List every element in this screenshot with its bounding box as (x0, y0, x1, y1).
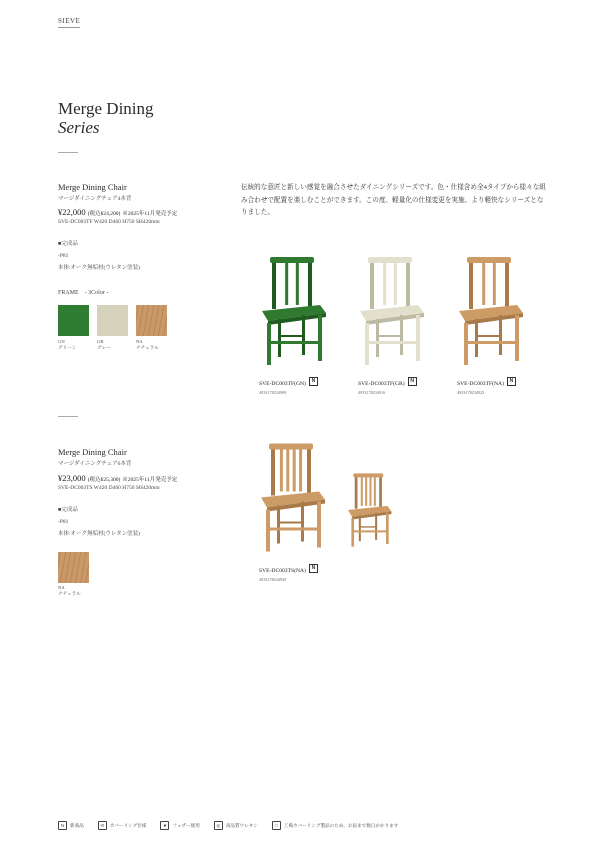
legend-new (58, 821, 84, 830)
new-icon: N (58, 821, 67, 830)
swatch-gray-label (97, 339, 111, 351)
legend-label: フェザー使用 (172, 822, 200, 828)
legend-covering (98, 821, 147, 830)
item-code: SVE-DC003TF(GN) (259, 381, 306, 387)
product2-spec: SVE-DC003TS W420 D460 H750 SH420mm (58, 485, 160, 491)
legend-label: 新商品 (70, 822, 84, 828)
swatch-code: GN (58, 339, 65, 344)
item-code: SVE-DC003TS(NA) (259, 568, 306, 574)
series-title (58, 99, 154, 137)
product2-status: ■完成品 (58, 507, 78, 513)
legend-factory (272, 821, 399, 830)
product2-page-ref: -P81 (58, 519, 69, 525)
feather-icon: ❦ (160, 821, 169, 830)
product1-status: ■完成品 (58, 241, 78, 247)
swatch-natural-6-label (58, 585, 81, 597)
item-jan: 4933178234930 (259, 577, 287, 582)
product1-price-line (58, 207, 177, 217)
frame-label: FRAME - 3Color - (58, 290, 109, 296)
legend-label: 高品質ウレタン (225, 822, 258, 828)
product1-price-tax: (税込¥24,200) (87, 211, 121, 217)
swatch-gray (97, 305, 128, 336)
swatch-jp: ナチュラル (58, 591, 81, 596)
product2-subtitle: マージダイニングチェア6本背 (58, 461, 132, 467)
swatch-jp: ナチュラル (136, 345, 159, 350)
product2-price-tax: (税込¥25,300) (87, 477, 121, 483)
brand-logo: SIEVE (58, 17, 81, 25)
new-product-icon: N (507, 377, 516, 386)
product1-price: ¥22,000 (58, 207, 86, 217)
swatch-natural-label (136, 339, 159, 351)
product1-page-ref: -P81 (58, 253, 69, 259)
covering-icon: ⟲ (98, 821, 107, 830)
item-jan: 4933178234923 (457, 390, 485, 395)
new-product-icon: N (309, 564, 318, 573)
swatch-natural-6 (58, 552, 89, 583)
legend-urethane (214, 821, 258, 830)
product2-release: ※2025年11月発売予定 (122, 477, 178, 483)
new-product-icon: N (309, 377, 318, 386)
swatch-natural (136, 305, 167, 336)
series-title-line1: Merge Dining (58, 99, 154, 118)
item-natural (457, 372, 516, 395)
legend-feather (160, 821, 199, 830)
swatch-green-label (58, 339, 76, 351)
swatch-jp: グリーン (58, 345, 77, 350)
section-divider (58, 152, 78, 153)
item-code: SVE-DC003TF(GR) (358, 381, 405, 387)
chair-image-natural (455, 255, 525, 367)
series-title-line2: Series (58, 118, 100, 137)
item-6-natural (259, 559, 318, 582)
new-product-icon: N (408, 377, 417, 386)
chair-image-green (258, 255, 328, 367)
swatch-jp: グレー (97, 345, 111, 350)
chair-image-6-side (345, 472, 393, 548)
product2-price-line (58, 473, 177, 483)
product2-name: Merge Dining Chair (58, 447, 127, 457)
product2-price: ¥23,000 (58, 473, 86, 483)
legend-label: 工場カバーリング製品のため、お届まで数日かかります (283, 822, 399, 828)
series-description: 伝統的な意匠と新しい感覚を融合させたダイニングシリーズです。色・仕様含め全4タイプから様々な組み合わせで配置を楽しむことができます。この度、軽量化の仕様変更を実施、より軽快なシリーズとなりました。 (241, 184, 546, 216)
item-jan: 4933178234916 (358, 390, 386, 395)
product2-material: 本体:オーク無垢材(ウレタン塗装) (58, 531, 140, 537)
product1-name: Merge Dining Chair (58, 182, 127, 192)
footer-legend (58, 821, 398, 830)
swatch-code: NA (58, 585, 65, 590)
urethane-icon: ◎ (214, 821, 223, 830)
product1-material: 本体:オーク無垢材(ウレタン塗装) (58, 265, 140, 271)
item-jan: 4933178234909 (259, 390, 287, 395)
product1-subtitle: マージダイニングチェア4本背 (58, 196, 132, 202)
product1-spec: SVE-DC003TF W420 D460 H750 SH420mm (58, 219, 160, 225)
product1-release: ※2025年11月発売予定 (122, 211, 178, 217)
swatch-code: GR (97, 339, 104, 344)
swatch-code: NA (136, 339, 143, 344)
factory-covering-icon: ♲ (272, 821, 281, 830)
swatch-green (58, 305, 89, 336)
chair-image-gray (356, 255, 426, 367)
item-gray (358, 372, 417, 395)
item-green (259, 372, 318, 395)
item-code: SVE-DC003TF(NA) (457, 381, 504, 387)
section-divider (58, 416, 78, 417)
brand-underline (58, 27, 80, 28)
chair-image-6-front (257, 440, 327, 555)
legend-label: カバーリング仕様 (109, 822, 147, 828)
